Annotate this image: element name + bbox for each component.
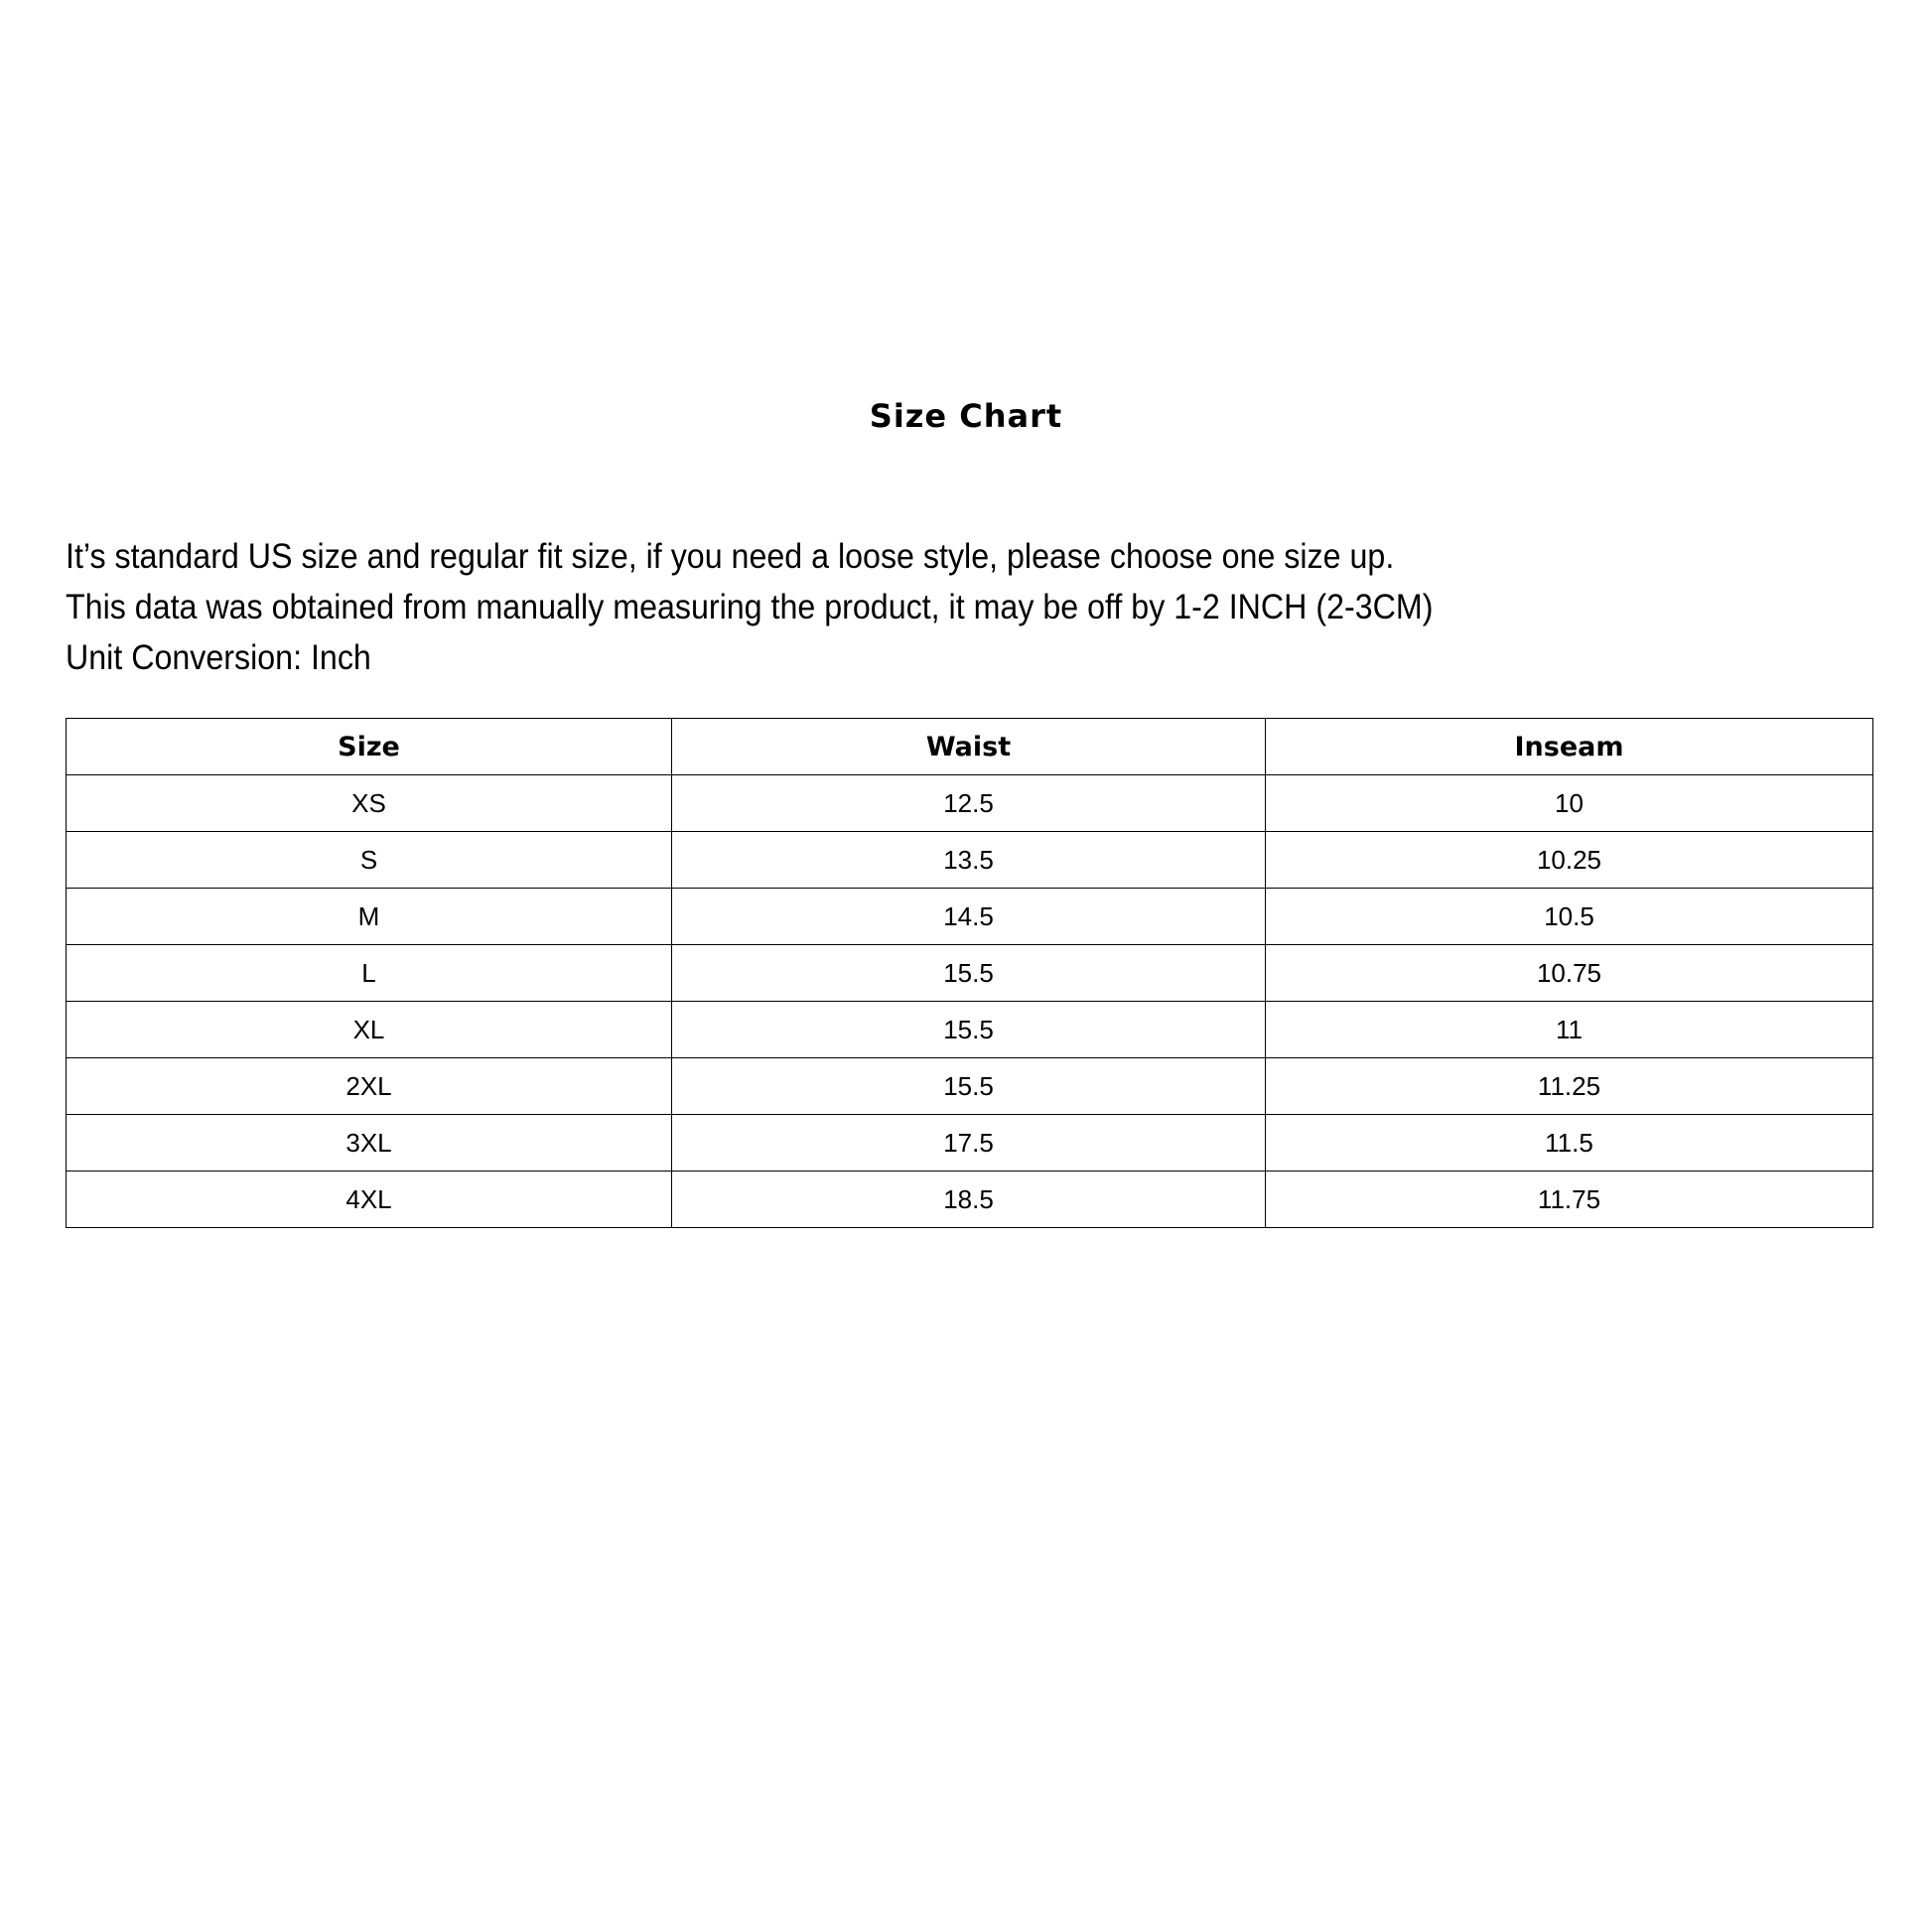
cell-waist: 18.5	[672, 1172, 1266, 1228]
cell-waist: 17.5	[672, 1115, 1266, 1172]
cell-waist: 15.5	[672, 1002, 1266, 1058]
cell-inseam: 10.75	[1266, 945, 1873, 1002]
table-row	[67, 1058, 1873, 1115]
cell-waist: 13.5	[672, 832, 1266, 889]
table-header-row	[67, 719, 1873, 775]
header-waist: Waist	[672, 719, 1266, 775]
table-row	[67, 945, 1873, 1002]
cell-size: 4XL	[67, 1172, 672, 1228]
cell-inseam: 11	[1266, 1002, 1873, 1058]
header-inseam: Inseam	[1266, 719, 1873, 775]
cell-size: XL	[67, 1002, 672, 1058]
cell-waist: 15.5	[672, 1058, 1266, 1115]
cell-inseam: 11.75	[1266, 1172, 1873, 1228]
table-row	[67, 889, 1873, 945]
size-table	[66, 718, 1873, 1228]
cell-inseam: 11.5	[1266, 1115, 1873, 1172]
table-row	[67, 1115, 1873, 1172]
table-row	[67, 775, 1873, 832]
table-row	[67, 1002, 1873, 1058]
cell-size: M	[67, 889, 672, 945]
table-row	[67, 832, 1873, 889]
table-row	[67, 1172, 1873, 1228]
cell-size: S	[67, 832, 672, 889]
cell-size: L	[67, 945, 672, 1002]
cell-size: 2XL	[67, 1058, 672, 1115]
note-unit: Unit Conversion: Inch	[66, 638, 371, 677]
cell-inseam: 11.25	[1266, 1058, 1873, 1115]
cell-inseam: 10.5	[1266, 889, 1873, 945]
notes-block	[66, 531, 1433, 683]
note-fit: It’s standard US size and regular fit size, if you need a loose style, please choose one size up.	[66, 537, 1395, 576]
cell-waist: 14.5	[672, 889, 1266, 945]
cell-inseam: 10	[1266, 775, 1873, 832]
page-title: Size Chart	[869, 397, 1063, 435]
note-measurement: This data was obtained from manually measuring the product, it may be off by 1-2 INCH (2-3CM)	[66, 588, 1434, 626]
cell-inseam: 10.25	[1266, 832, 1873, 889]
cell-waist: 12.5	[672, 775, 1266, 832]
cell-waist: 15.5	[672, 945, 1266, 1002]
cell-size: 3XL	[67, 1115, 672, 1172]
cell-size: XS	[67, 775, 672, 832]
header-size: Size	[67, 719, 672, 775]
